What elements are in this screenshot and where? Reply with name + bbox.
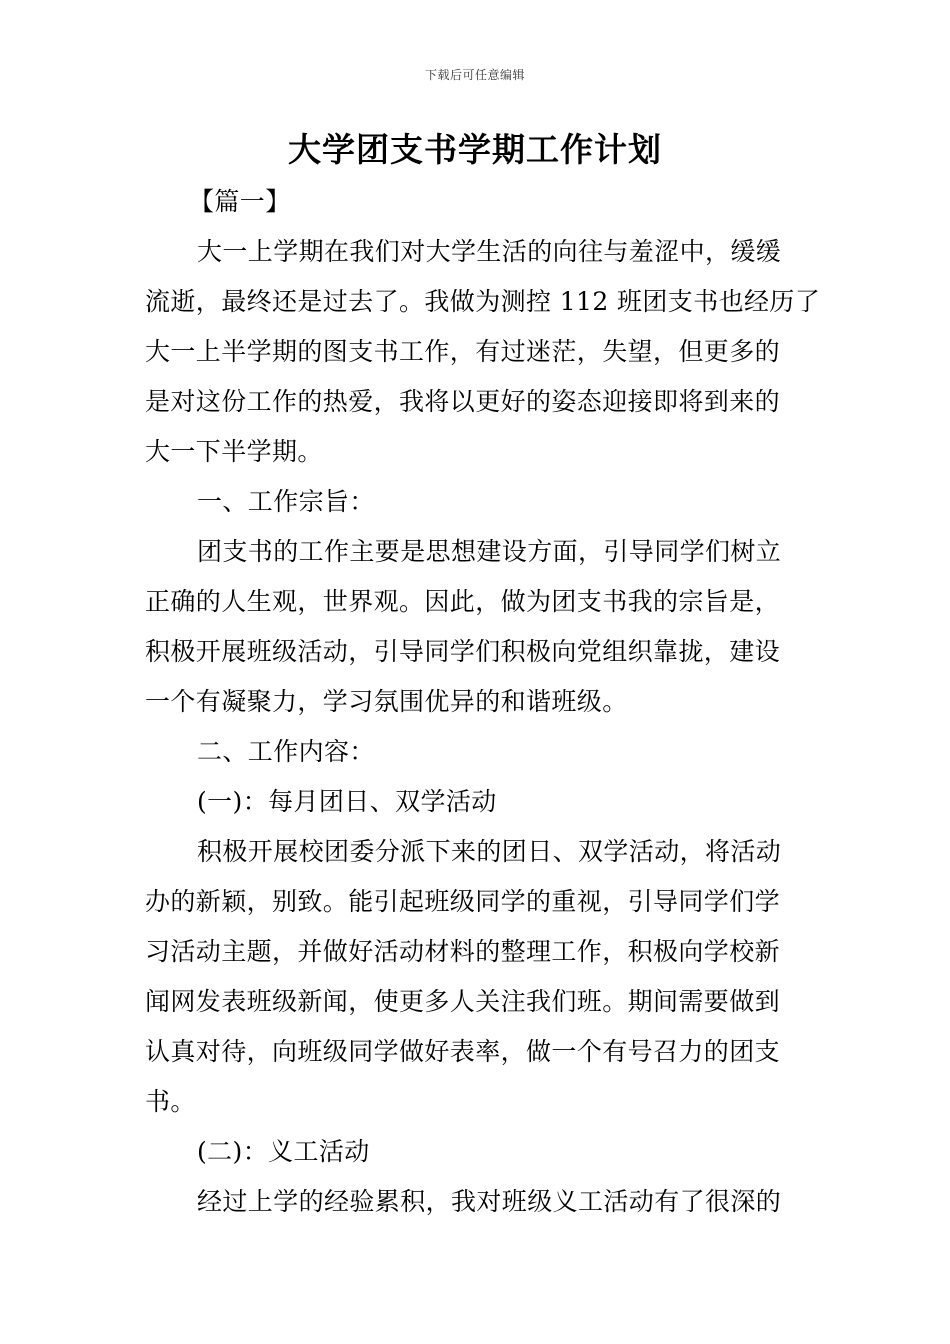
paragraph-line: 大一上半学期的图支书工作，有过迷茫，失望，但更多的 (145, 337, 781, 366)
paragraph-line: 流逝，最终还是过去了。我做为测控 112 班团支书也经历了 (145, 287, 821, 316)
heading-work-purpose: 一、工作宗旨： (197, 487, 375, 516)
paragraph-line: 习活动主题，并做好活动材料的整理工作，积极向学校新 (145, 937, 781, 966)
document-body (145, 177, 821, 1227)
paragraph-line: 闻网发表班级新闻，使更多人关注我们班。期间需要做到 (145, 987, 781, 1016)
paragraph-line: 大一上学期在我们对大学生活的向往与羞涩中，缓缓 (197, 237, 782, 266)
page-header-note: 下载后可任意编辑 (424, 68, 525, 82)
paragraph-line: 积极开展班级活动，引导同学们积极向党组织靠拢，建设 (145, 637, 781, 666)
document-title: 大学团支书学期工作计划 (288, 130, 662, 169)
paragraph-line: 是对这份工作的热爱，我将以更好的姿态迎接即将到来的 (145, 387, 781, 416)
paragraph-line: 积极开展校团委分派下来的团日、双学活动，将活动 (197, 837, 782, 866)
paragraph-line: 团支书的工作主要是思想建设方面，引导同学们树立 (197, 537, 782, 566)
paragraph-line: 大一下半学期。 (145, 437, 323, 466)
heading-work-content: 二、工作内容： (197, 737, 375, 766)
subheading-volunteer-activities: (二)：义工活动 (197, 1137, 370, 1166)
paragraph-line: 正确的人生观，世界观。因此，做为团支书我的宗旨是， (145, 587, 781, 616)
paragraph-line: 办的新颖，别致。能引起班级同学的重视，引导同学们学 (145, 887, 781, 916)
section-label: 【篇一】 (189, 187, 291, 216)
subheading-monthly-activities: (一)：每月团日、双学活动 (197, 787, 497, 816)
paragraph-line: 书。 (145, 1087, 196, 1116)
paragraph-line: 认真对待，向班级同学做好表率，做一个有号召力的团支 (145, 1037, 781, 1066)
paragraph-line: 经过上学的经验累积，我对班级义工活动有了很深的 (197, 1187, 782, 1216)
paragraph-line: 一个有凝聚力，学习氛围优异的和谐班级。 (145, 687, 628, 716)
